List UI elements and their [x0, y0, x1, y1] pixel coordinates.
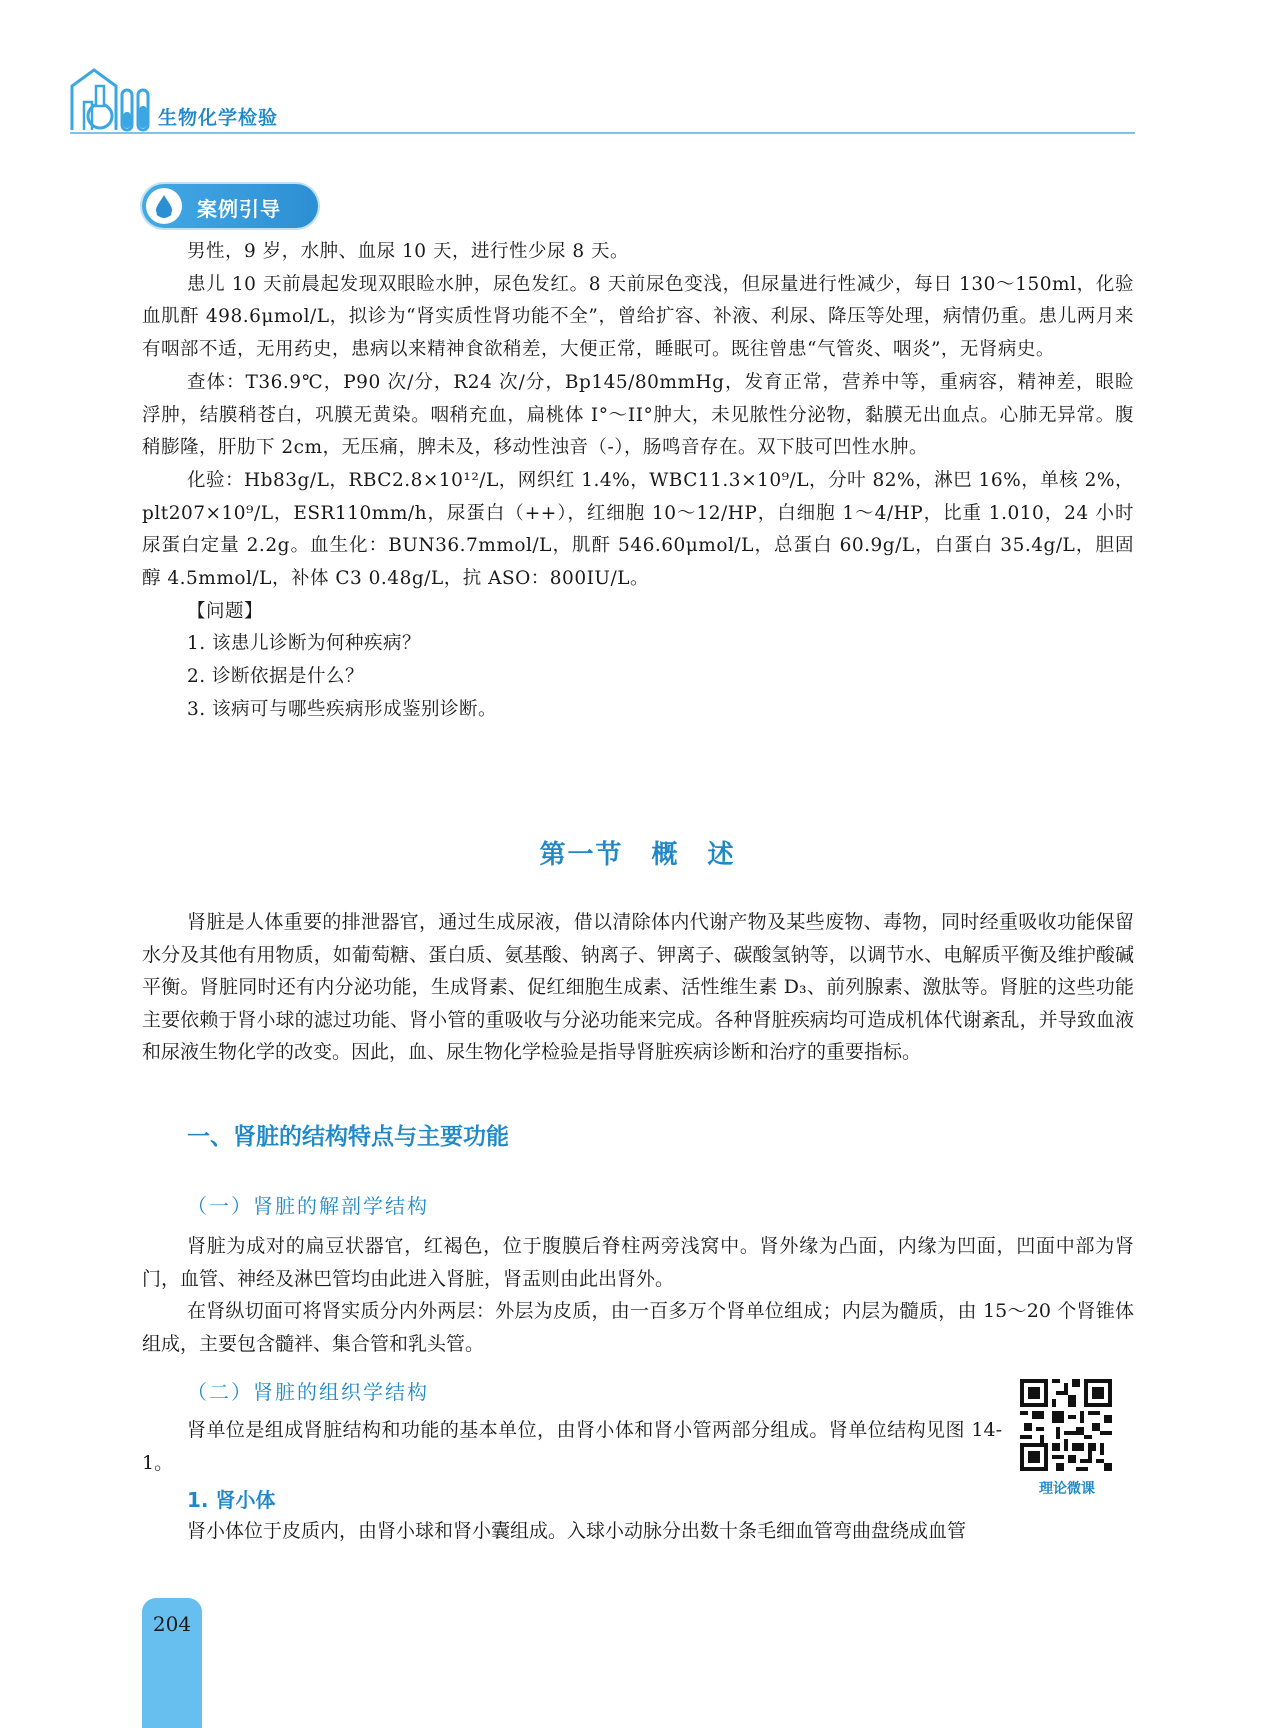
case-guide-label: 案例引导 — [197, 197, 281, 221]
heading-structure-function: 一、肾脏的结构特点与主要功能 — [187, 1124, 509, 1150]
case-paragraph: 化验：Hb83g/L，RBC2.8×10¹²/L，网织红 1.4%，WBC11.3×10⁹/L，分叶 82%，淋巴 16%，单核 2%，plt207×10⁹/L，ESR110mm/h，尿蛋白（++），红细胞 10～12/HP，白细胞 1～4/HP，比重 1.010，24 小时尿蛋白定量 2.2g。血生化：BUN36.7mmol/L，肌酐 546.60μmol/L，总蛋白 60.9g/L，白蛋白 35.4g/L，胆固醇 4.5mmol/L，补体 C3 0.48g/L，抗 ASO：800IU/L。 — [142, 469, 1134, 590]
case-guide-badge — [142, 184, 318, 228]
anatomy-paragraph: 在肾纵切面可将肾实质分内外两层：外层为皮质，由一百多万个肾单位组成；内层为髓质，由 15～20 个肾锥体组成，主要包含髓袢、集合管和乳头管。 — [142, 1300, 1134, 1355]
case-paragraph: 患儿 10 天前晨起发现双眼睑水肿，尿色发红。8 天前尿色变浅，但尿量进行性减少，每日 130～150ml，化验血肌酐 498.6μmol/L，拟诊为“肾实质性肾功能不全”，曾给扩容、补液、利尿、降压等处理，病情仍重。患儿两月来有咽部不适，无用药史，患病以来精神食欲稍差，大便正常，睡眠可。既往曾患“气管炎、咽炎”，无肾病史。 — [142, 273, 1134, 361]
header-rule — [70, 132, 1135, 134]
anatomy-paragraph: 肾脏为成对的扁豆状器官，红褐色，位于腹膜后脊柱两旁浅窝中。肾外缘为凸面，内缘为凹面，凹面中部为肾门，血管、神经及淋巴管均由此进入肾脏，肾盂则由此出肾外。 — [142, 1235, 1134, 1290]
question-item: 1. 该患儿诊断为何种疾病？ — [187, 633, 422, 655]
heading-renal-corpuscle: 1. 肾小体 — [187, 1488, 276, 1512]
heading-anatomy: （一）肾脏的解剖学结构 — [187, 1194, 429, 1218]
qr-code-icon[interactable] — [1020, 1379, 1112, 1471]
qr-code-label: 理论微课 — [1039, 1481, 1095, 1497]
intro-paragraph: 肾脏是人体重要的排泄器官，通过生成尿液，借以清除体内代谢产物及某些废物、毒物，同时经重吸收功能保留水分及其他有用物质，如葡萄糖、蛋白质、氨基酸、钠离子、钾离子、碳酸氢钠等，以调节水、电解质平衡及维护酸碱平衡。肾脏同时还有内分泌功能，生成肾素、促红细胞生成素、活性维生素 D₃、前列腺素、激肽等。肾脏的这些功能主要依赖于肾小球的滤过功能、肾小管的重吸收与分泌功能来完成。各种肾脏疾病均可造成机体代谢紊乱，并导致血液和尿液生物化学的改变。因此，血、尿生物化学检验是指导肾脏疾病诊断和治疗的重要指标。 — [142, 911, 1134, 1064]
histology-block — [142, 1414, 1002, 1479]
book-title: 生物化学检验 — [158, 107, 279, 129]
question-item: 2. 诊断依据是什么？ — [187, 666, 365, 688]
intro-block — [142, 906, 1134, 1069]
case-content — [142, 236, 1134, 727]
case-paragraph: 查体：T36.9℃，P90 次/分，R24 次/分，Bp145/80mmHg，发育正常，营养中等，重病容，精神差，眼睑浮肿，结膜稍苍白，巩膜无黄染。咽稍充血，扁桃体 I°～II°肿大，未见脓性分泌物，黏膜无出血点。心肺无异常。腹稍膨隆，肝肋下 2cm，无压痛，脾未及，移动性浊音（-），肠鸣音存在。双下肢可凹性水肿。 — [142, 371, 1134, 459]
flask-logo-icon — [70, 66, 154, 132]
questions-header: 【问题】 — [187, 600, 264, 622]
page-number: 204 — [152, 1612, 192, 1636]
section-title: 第一节 概 述 — [539, 840, 736, 870]
anatomy-block — [142, 1230, 1134, 1360]
histology-paragraph: 肾单位是组成肾脏结构和功能的基本单位，由肾小体和肾小管两部分组成。肾单位结构见图 14-1。 — [142, 1419, 1002, 1474]
heading-histology: （二）肾脏的组织学结构 — [187, 1380, 429, 1404]
corpuscle-paragraph: 肾小体位于皮质内，由肾小球和肾小囊组成。入球小动脉分出数十条毛细血管弯曲盘绕成血管 — [187, 1520, 967, 1542]
question-item: 3. 该病可与哪些疾病形成鉴别诊断。 — [187, 698, 498, 720]
case-paragraph: 男性，9 岁，水肿、血尿 10 天，进行性少尿 8 天。 — [187, 241, 629, 262]
corpuscle-block — [142, 1515, 1134, 1548]
drop-icon — [146, 188, 182, 224]
